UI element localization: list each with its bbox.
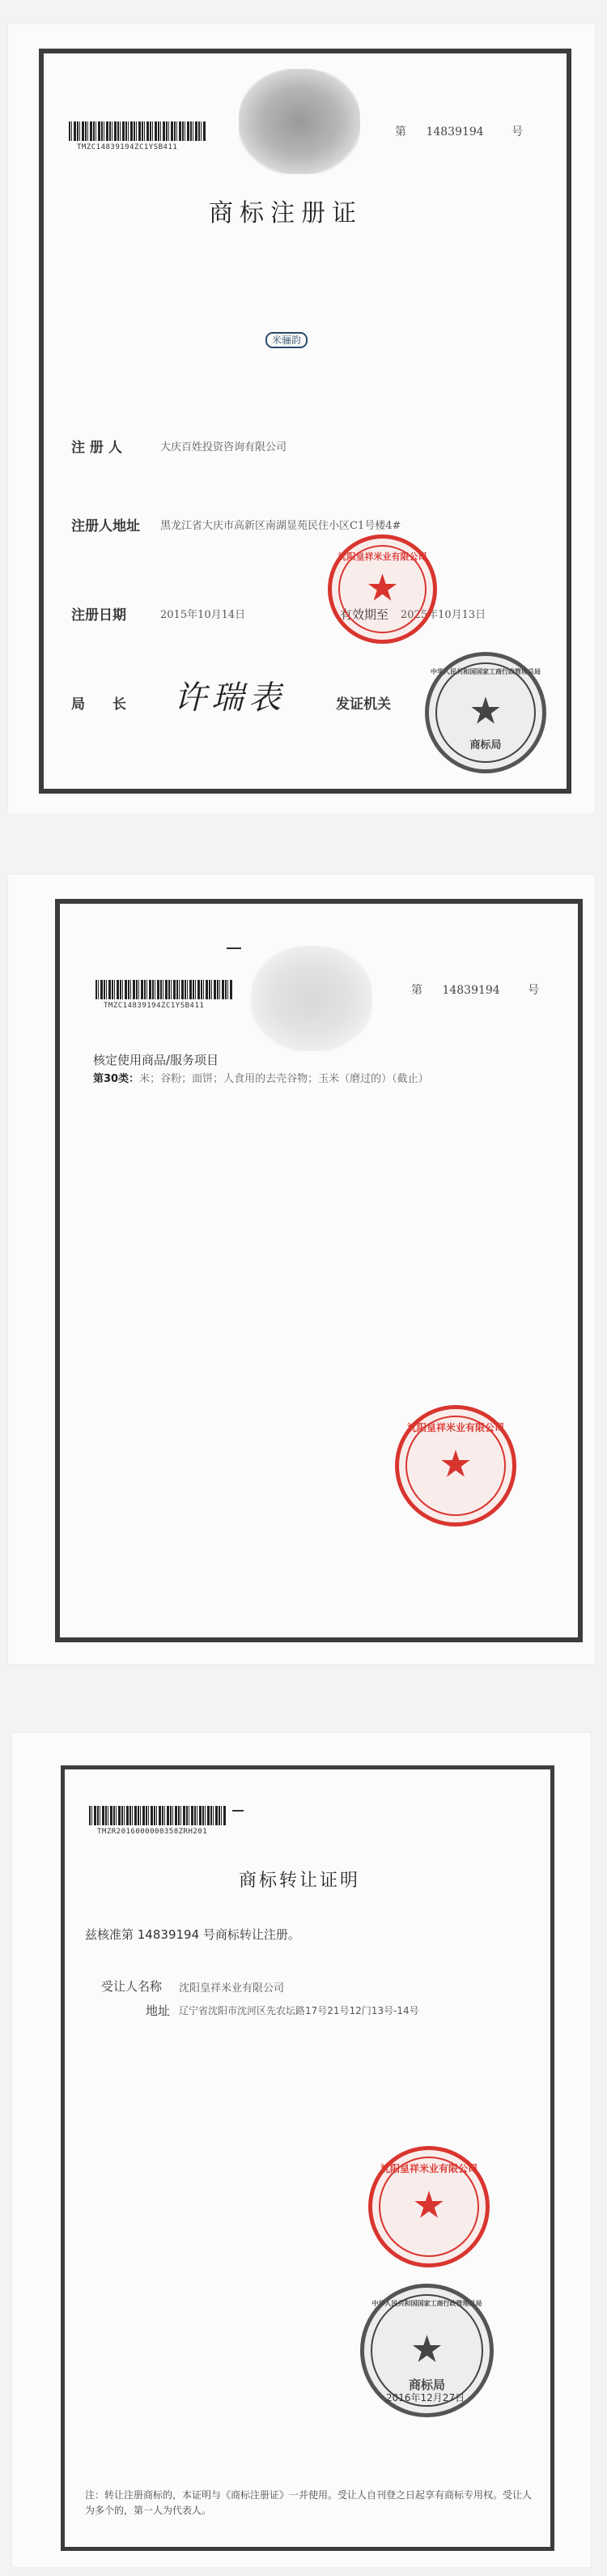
- barcode-number: TMZC14839194ZC1YSB411: [77, 143, 178, 151]
- certificate-page-2: [8, 875, 595, 1664]
- certificate-page-1: [8, 24, 595, 814]
- assignee-address-value: 辽宁省沈阳市沈河区先农坛路17号21号12门13号-14号: [179, 2005, 419, 2016]
- assignee-name-value: 沈阳皇祥米业有限公司: [179, 1982, 285, 1995]
- company-seal: ★ 沈阳皇祥米业有限公司: [395, 1405, 516, 1526]
- address-label: 注册人地址: [71, 518, 140, 534]
- assignee-address-label: 地址: [146, 2003, 171, 2018]
- trademark-office-seal: ★ 中华人民共和国国家工商行政管理总局 商标局: [360, 2284, 494, 2417]
- page-title: 商标转让证明: [239, 1871, 361, 1891]
- page-title: 商标注册证: [209, 199, 363, 228]
- national-emblem-icon: [239, 69, 360, 174]
- transfer-certificate-page: [12, 1733, 591, 2567]
- registrant-value: 大庆百姓投资咨询有限公司: [160, 441, 287, 453]
- seal-star-icon: ★: [412, 2182, 446, 2227]
- registrant-label: 注 册 人: [71, 440, 122, 456]
- seal-star-icon: ★: [365, 565, 400, 610]
- barcode: [96, 980, 233, 999]
- goods-class: 第30类：米；谷粉；面饼；人食用的去壳谷物；玉米（磨过的）（截止）: [93, 1073, 429, 1085]
- seal-star-icon: ★: [469, 688, 503, 733]
- barcode: [69, 121, 206, 141]
- valid-until-label: 有效期至: [340, 607, 389, 622]
- divider: [232, 1810, 244, 1812]
- issue-date: 2016年12月27日: [386, 2392, 465, 2404]
- director-signature: 许瑞表: [174, 679, 286, 717]
- trademark-office-seal: ★ 中华人民共和国国家工商行政管理总局 商标局: [425, 652, 546, 773]
- company-seal: ★ 沈阳皇祥米业有限公司: [328, 534, 437, 644]
- divider: [227, 947, 241, 949]
- assignee-name-label: 受让人名称: [101, 1979, 163, 1994]
- goods-services-heading: 核定使用商品/服务项目: [93, 1053, 219, 1067]
- footnote: 注：转让注册商标的，本证明与《商标注册证》一并使用。受让人自刊登之日起享有商标专用权。受让人为多个的，第一人为代表人。: [85, 2489, 533, 2516]
- barcode-number: TMZR2016000000358ZRH201: [97, 1828, 208, 1836]
- certificate-number: 第 14839194 号: [395, 126, 524, 138]
- certificate-number: 第 14839194 号: [411, 984, 540, 997]
- trademark-logo: 米骊韵: [265, 332, 308, 348]
- company-seal: ★ 沈阳皇祥米业有限公司: [368, 2146, 490, 2267]
- address-value: 黑龙江省大庆市高新区南湖显苑民住小区C1号楼4#: [160, 520, 401, 532]
- director-label: 局 长: [71, 696, 126, 713]
- barcode-number: TMZC14839194ZC1YSB411: [104, 1002, 205, 1010]
- registration-date-value: 2015年10月14日: [160, 609, 246, 621]
- barcode: [89, 1806, 227, 1825]
- seal-star-icon: ★: [410, 2327, 444, 2371]
- approval-text: 兹核准第 14839194 号商标转让注册。: [85, 1927, 300, 1942]
- national-emblem-icon: [251, 946, 372, 1051]
- valid-until-value: 2025年10月13日: [401, 609, 486, 621]
- issuer-label: 发证机关: [336, 696, 391, 713]
- registration-date-label: 注册日期: [71, 607, 126, 624]
- seal-star-icon: ★: [439, 1441, 473, 1486]
